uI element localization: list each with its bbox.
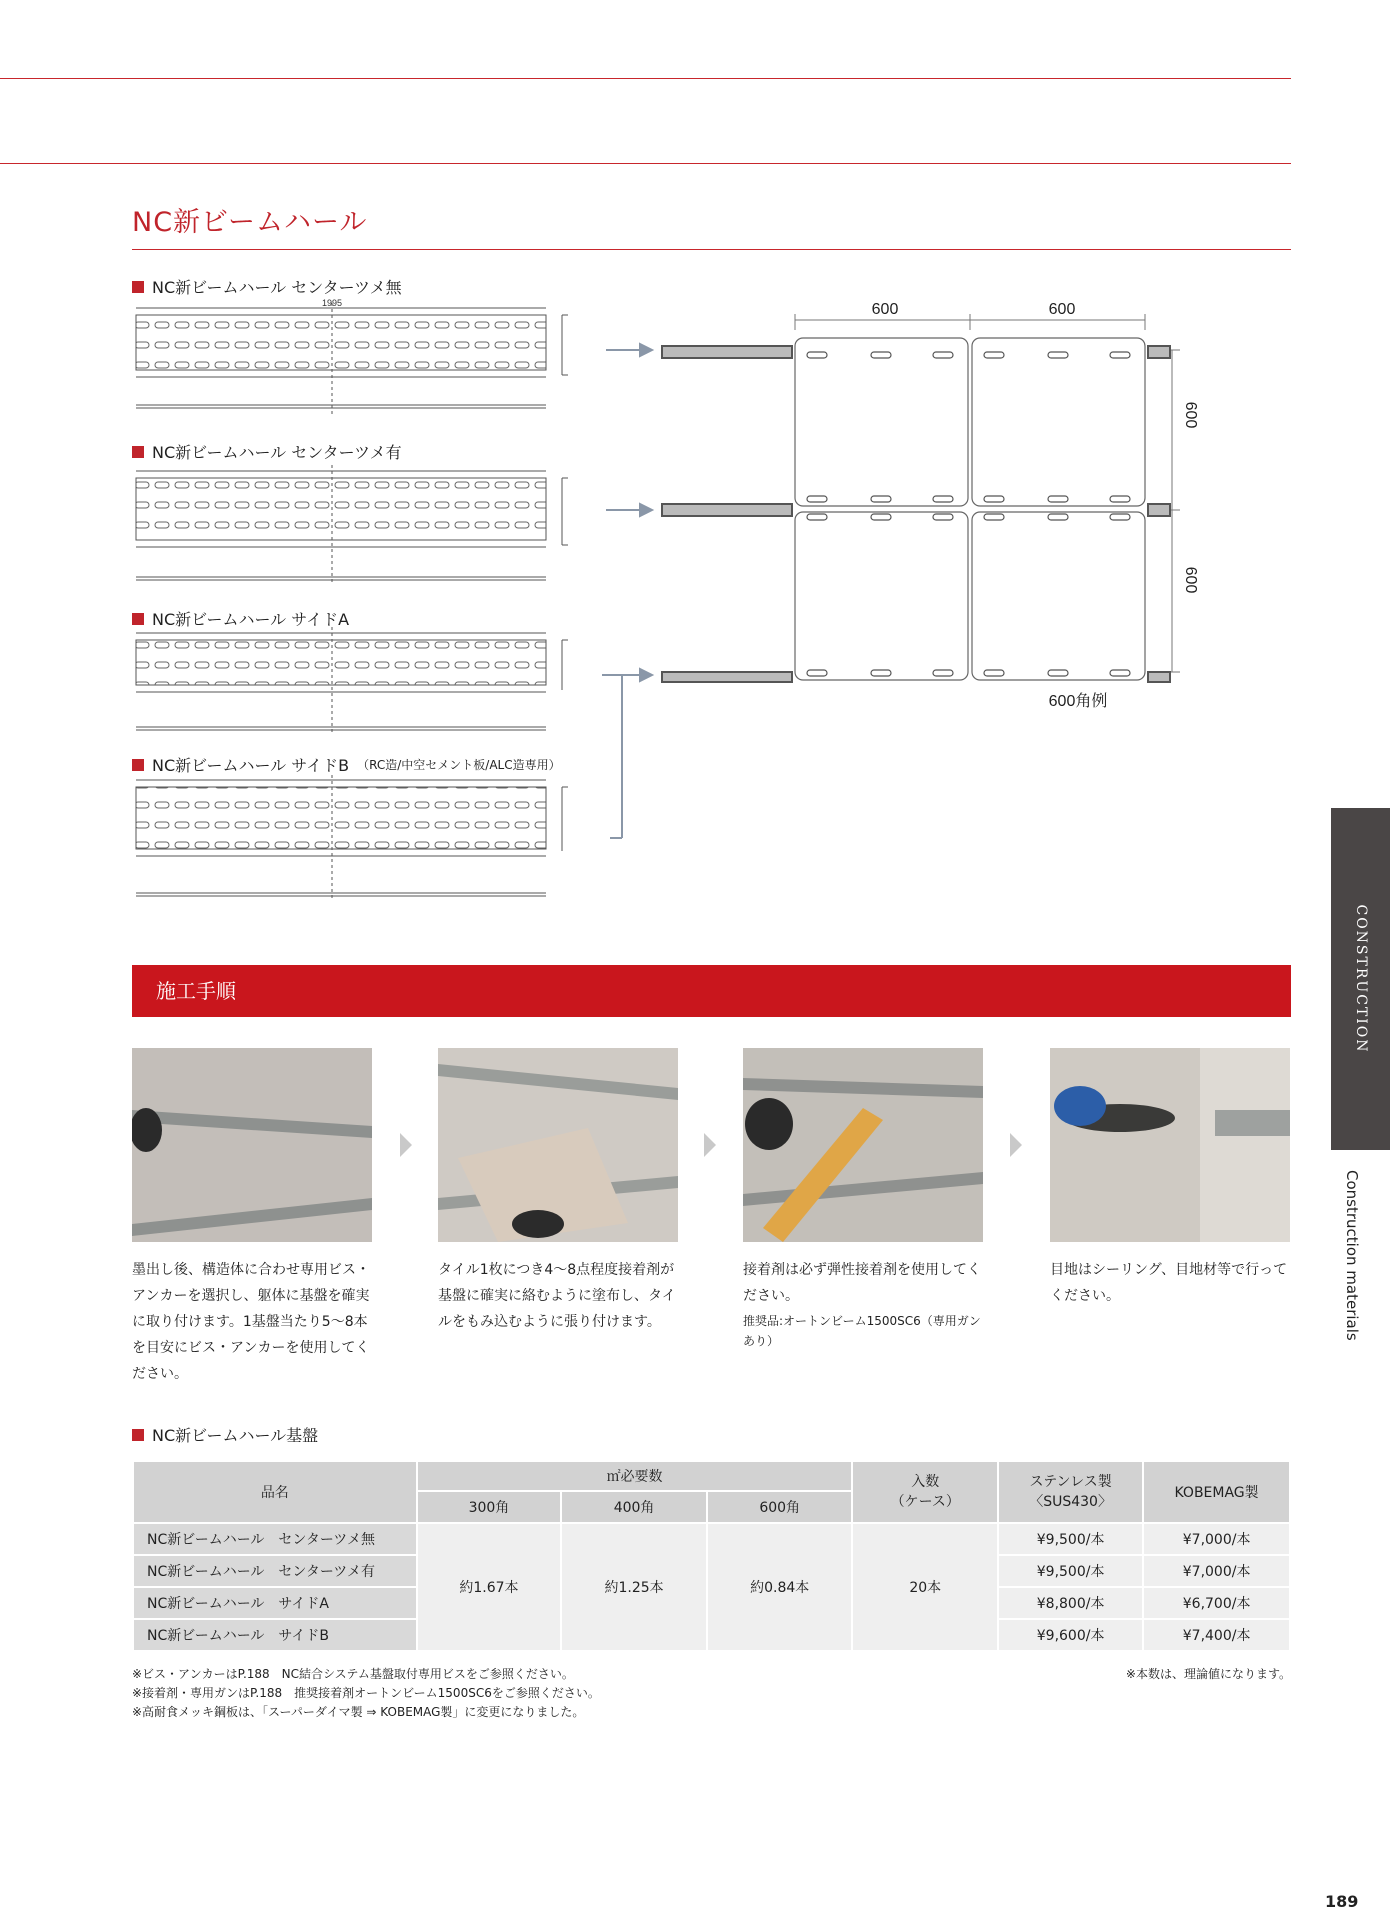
- connector-arrows: [590, 330, 660, 850]
- header-kobemag: KOBEMAG製: [1143, 1461, 1290, 1523]
- procedure-heading: 施工手順: [132, 965, 1291, 1017]
- price-stainless: ¥9,500/本: [998, 1523, 1143, 1555]
- step-text: 接着剤は必ず弾性接着剤を使用してください。: [743, 1262, 981, 1304]
- product-name: NC新ビームハール センターツメ無: [133, 1523, 417, 1555]
- rail-drawings: [132, 295, 572, 905]
- next-step-arrow-icon: [704, 1133, 716, 1157]
- header-stainless: ステンレス製 〈SUS430〉: [998, 1461, 1143, 1523]
- footnote-right: ※本数は、理論値になります。: [1125, 1667, 1291, 1681]
- header-size-300: 300角: [417, 1491, 562, 1523]
- joint-sealing-photo: [1050, 1048, 1290, 1242]
- diagram-caption: 600角例: [1048, 693, 1108, 710]
- header-rule: [0, 163, 1291, 164]
- price-table: [132, 1460, 1291, 1652]
- adhesive-gun-photo: [743, 1048, 983, 1242]
- section-side-label: Construction materials: [1343, 1170, 1361, 1341]
- header-size-600: 600角: [707, 1491, 853, 1523]
- next-step-arrow-icon: [1010, 1133, 1022, 1157]
- step-text: 目地はシーリング、目地材等で行ってください。: [1050, 1262, 1288, 1304]
- installing-rails-photo: [132, 1048, 372, 1242]
- price-kobemag: ¥7,000/本: [1143, 1555, 1290, 1587]
- price-kobemag: ¥7,400/本: [1143, 1619, 1290, 1651]
- product-name: NC新ビームハール センターツメ有: [133, 1555, 417, 1587]
- header-case: 入数 （ケース）: [852, 1461, 998, 1523]
- step-note: 推奨品:オートンビーム1500SC6（専用ガンあり）: [743, 1314, 981, 1348]
- footnote: ※高耐食メッキ鋼板は、「スーパーダイマ製 ⇒ KOBEMAG製」に変更になりました。: [132, 1705, 585, 1719]
- procedure-step-4: [1050, 1257, 1295, 1309]
- table-heading: [132, 1423, 318, 1446]
- drawing-length-label: 1995: [321, 298, 343, 308]
- qty-400: 約1.25本: [561, 1523, 707, 1651]
- product-name: NC新ビームハール サイドA: [133, 1587, 417, 1619]
- price-kobemag: ¥7,000/本: [1143, 1523, 1290, 1555]
- placing-tile-photo: [438, 1048, 678, 1242]
- page-title: NC新ビームハール: [132, 207, 368, 238]
- tile-layout-diagram: [660, 300, 1200, 720]
- section-tab-label: CONSTRUCTION: [1352, 904, 1369, 1054]
- price-stainless: ¥9,600/本: [998, 1619, 1143, 1651]
- top-rule: [0, 78, 1291, 79]
- drawing-label-text: NC新ビームハール サイドB: [152, 756, 350, 775]
- dim-height-2: 600: [1182, 566, 1199, 594]
- case-count: 20本: [852, 1523, 998, 1651]
- price-kobemag: ¥6,700/本: [1143, 1587, 1290, 1619]
- bullet-square-icon: [132, 281, 144, 293]
- drawing-label-text: NC新ビームハール センターツメ無: [152, 278, 402, 297]
- price-stainless: ¥9,500/本: [998, 1555, 1143, 1587]
- next-step-arrow-icon: [400, 1133, 412, 1157]
- drawing-label-text: NC新ビームハール サイドA: [152, 610, 350, 629]
- procedure-step-3: [743, 1257, 988, 1351]
- header-required: ㎡必要数: [417, 1461, 853, 1491]
- step-text: タイル1枚につき4〜8点程度接着剤が基盤に確実に絡むように塗布し、タイルをもみ込むように張り付けます。: [438, 1262, 676, 1330]
- section-tab[interactable]: [1331, 808, 1390, 1150]
- qty-300: 約1.67本: [417, 1523, 562, 1651]
- page-number: 189: [1325, 1892, 1359, 1911]
- table-row: [133, 1523, 1290, 1555]
- price-stainless: ¥8,800/本: [998, 1587, 1143, 1619]
- dim-width-1: 600: [871, 301, 899, 318]
- qty-600: 約0.84本: [707, 1523, 853, 1651]
- procedure-step-1: [132, 1257, 377, 1387]
- footnote: ※ビス・アンカーはP.188 NC結合システム基盤取付専用ビスをご参照ください。: [132, 1667, 574, 1681]
- dim-height-1: 600: [1182, 401, 1199, 429]
- product-name: NC新ビームハール サイドB: [133, 1619, 417, 1651]
- step-text: 墨出し後、構造体に合わせ専用ビス・アンカーを選択し、躯体に基盤を確実に取り付けます。1基盤当たり5〜8本を目安にビス・アンカーを使用してください。: [132, 1262, 370, 1382]
- dim-width-2: 600: [1048, 301, 1076, 318]
- header-name: 品名: [133, 1461, 417, 1523]
- bullet-square-icon: [132, 1429, 144, 1441]
- header-size-400: 400角: [561, 1491, 707, 1523]
- footnote: ※接着剤・専用ガンはP.188 推奨接着剤オートンビーム1500SC6をご参照ください。: [132, 1686, 600, 1700]
- procedure-step-2: [438, 1257, 683, 1335]
- table-heading-text: NC新ビームハール基盤: [152, 1426, 319, 1445]
- footnotes: [132, 1665, 600, 1722]
- title-rule: [132, 249, 1291, 250]
- drawing-label-note: （RC造/中空セメント板/ALC造専用）: [357, 758, 561, 772]
- drawing-label-text: NC新ビームハール センターツメ有: [152, 443, 402, 462]
